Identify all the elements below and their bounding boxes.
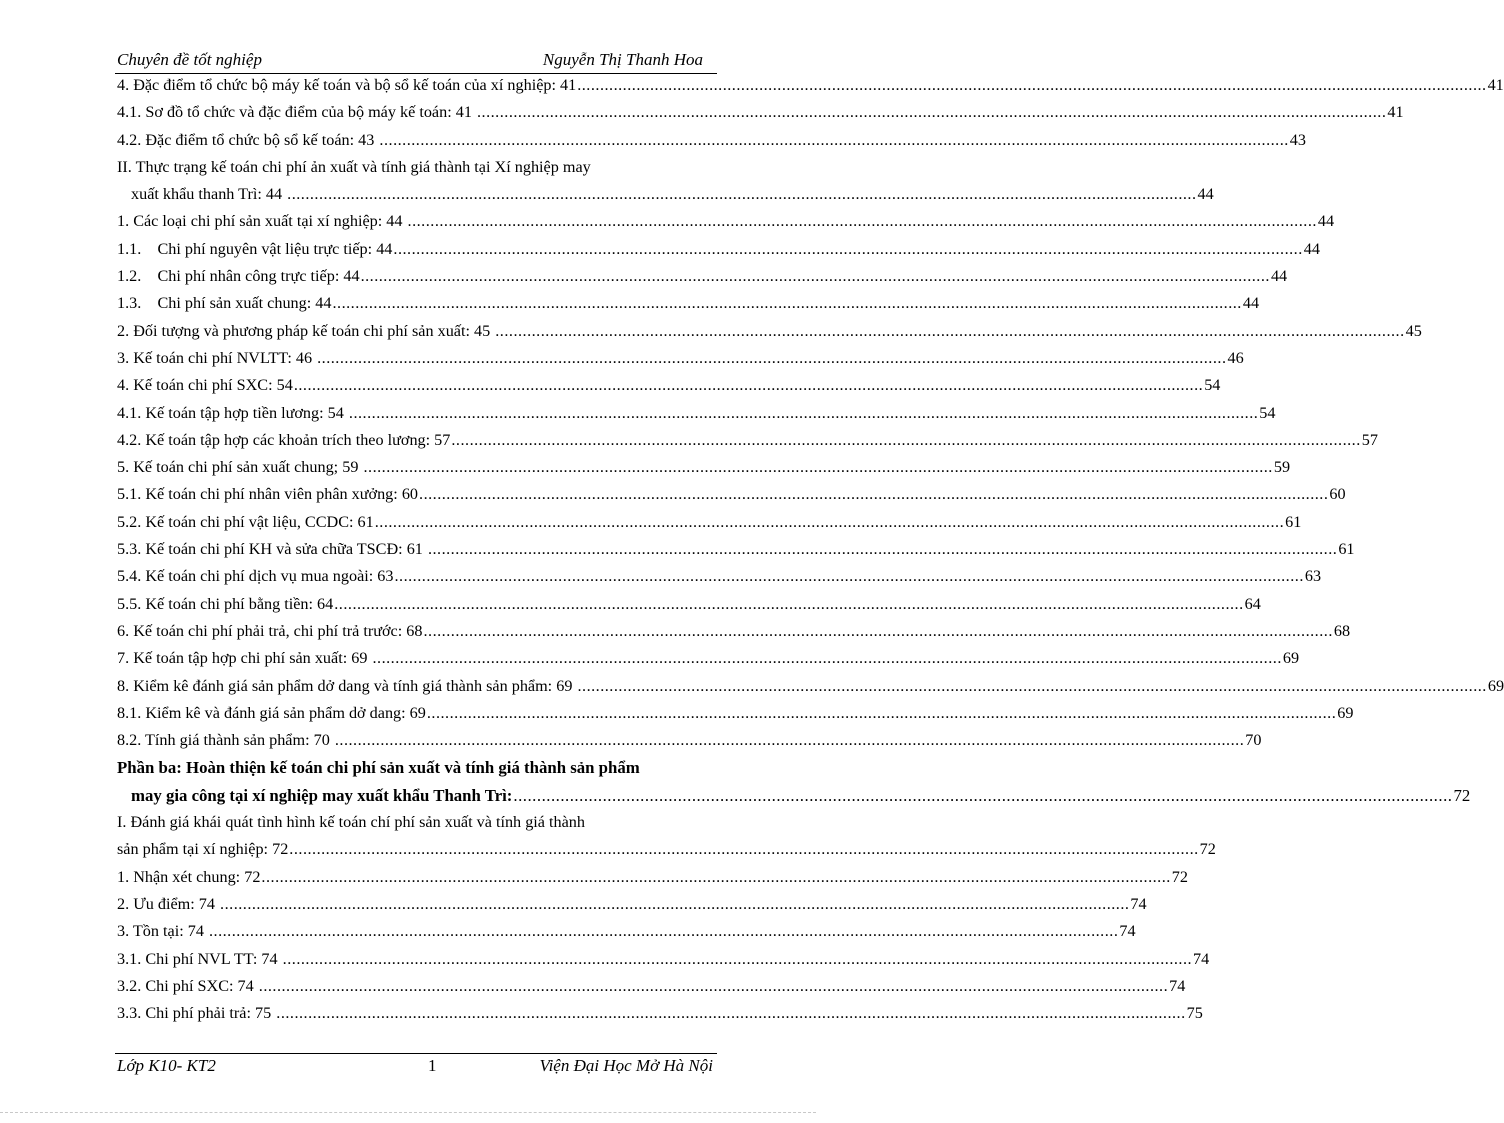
toc-entry: 3.3. Chi phí phải trả: 75 ........................................................................................................................................................................................................ 75 — [117, 1004, 1203, 1023]
page-number: 1 — [428, 1056, 437, 1075]
toc-entry: 3.1. Chi phí NVL TT: 74 ........................................................................................................................................................................................................ 74 — [117, 949, 1210, 968]
toc-entry: 1. Nhận xét chung: 72 ........................................................................................................................................................................................................ 72 — [117, 867, 1188, 886]
toc-entry: 4.2. Đặc điểm tổ chức bộ sổ kế toán: 43 ........................................................................................................................................................................................................ 43 — [117, 130, 1306, 149]
toc-entry: 1.2. Chi phí nhân công trực tiếp: 44 ........................................................................................................................................................................................................ 44 — [117, 267, 1288, 286]
toc-heading: II. Thực trạng kế toán chi phí ản xuất và tính giá thành tại Xí nghiệp may — [117, 157, 591, 176]
toc-heading: I. Đánh giá khái quát tình hình kế toán chí phí sản xuất và tính giá thành — [117, 813, 585, 832]
toc-entry: 1.1. Chi phí nguyên vật liệu trực tiếp: 44 ........................................................................................................................................................................................................ 44 — [117, 239, 1320, 258]
header-right-text: Nguyễn Thị Thanh Hoa — [542, 50, 703, 69]
toc-part-heading: may gia công tại xí nghiệp may xuất khẩu Thanh Trì: ........................................................................................................................................................................................................ 72 — [131, 785, 1471, 805]
toc-entry: 4.2. Kế toán tập hợp các khoản trích theo lương: 57 ........................................................................................................................................................................................................ 57 — [117, 430, 1378, 449]
toc-entry: 2. Ưu điểm: 74 ........................................................................................................................................................................................................ 74 — [117, 894, 1147, 913]
toc-entry: 7. Kế toán tập hợp chi phí sản xuất: 69 ........................................................................................................................................................................................................ 69 — [117, 649, 1300, 668]
toc-entry: 4. Kế toán chi phí SXC: 54 ........................................................................................................................................................................................................ 54 — [117, 376, 1221, 395]
toc-entry: sản phẩm tại xí nghiệp: 72 ........................................................................................................................................................................................................ 72 — [117, 840, 1216, 859]
footer-right-text: Viện Đại Học Mở Hà Nội — [539, 1056, 713, 1075]
toc-entry: 5.3. Kế toán chi phí KH và sửa chữa TSCĐ: 61 ........................................................................................................................................................................................................ 61 — [117, 540, 1355, 559]
toc-entry: 5.2. Kế toán chi phí vật liệu, CCDC: 61 ........................................................................................................................................................................................................ 61 — [117, 512, 1302, 531]
footer-left-text: Lớp K10- KT2 — [117, 1056, 216, 1075]
toc-entry: 3.2. Chi phí SXC: 74 ........................................................................................................................................................................................................ 74 — [117, 976, 1186, 995]
toc-entry: 8.1. Kiểm kê và đánh giá sản phẩm dở dang: 69 ........................................................................................................................................................................................................ 69 — [117, 703, 1354, 722]
toc-entry: 1. Các loại chi phí sản xuất tại xí nghiệp: 44 ........................................................................................................................................................................................................ 44 — [117, 212, 1335, 231]
toc-entry: 4. Đặc điểm tổ chức bộ máy kế toán và bộ sổ kế toán của xí nghiệp: 41 ........................................................................................................................................................................................................ 41 — [117, 76, 1504, 94]
toc-entry: 1.3. Chi phí sản xuất chung: 44 ........................................................................................................................................................................................................ 44 — [117, 294, 1260, 313]
page-footer — [117, 1056, 715, 1078]
toc-entry: 3. Tồn tại: 74 ........................................................................................................................................................................................................ 74 — [117, 922, 1136, 941]
header-left-text: Chuyên đề tốt nghiệp — [117, 50, 262, 69]
toc-entry: 5.4. Kế toán chi phí dịch vụ mua ngoài: 63 ........................................................................................................................................................................................................ 63 — [117, 567, 1322, 586]
toc-entry: 5.5. Kế toán chi phí bằng tiền: 64 ........................................................................................................................................................................................................ 64 — [117, 594, 1261, 613]
header-rule — [115, 73, 717, 74]
table-of-contents — [117, 76, 1504, 1031]
toc-entry: 8.2. Tính giá thành sản phẩm: 70 ........................................................................................................................................................................................................ 70 — [117, 731, 1262, 750]
toc-entry: 5.1. Kế toán chi phí nhân viên phân xưởng: 60 ........................................................................................................................................................................................................ 60 — [117, 485, 1346, 504]
toc-entry: 4.1. Sơ đồ tổ chức và đặc điểm của bộ máy kế toán: 41 ........................................................................................................................................................................................................ 41 — [117, 103, 1404, 122]
toc-entry: 5. Kế toán chi phí sản xuất chung; 59 ........................................................................................................................................................................................................ 59 — [117, 458, 1291, 477]
toc-entry: 3. Kế toán chi phí NVLTT: 46 ........................................................................................................................................................................................................ 46 — [117, 348, 1244, 367]
toc-entry: 6. Kế toán chi phí phải trả, chi phí trả trước: 68 ........................................................................................................................................................................................................ 68 — [117, 621, 1351, 640]
footer-rule — [115, 1053, 717, 1054]
toc-entry: 4.1. Kế toán tập hợp tiền lương: 54 ........................................................................................................................................................................................................ 54 — [117, 403, 1276, 422]
page-break-line — [0, 1112, 816, 1113]
page-header — [117, 50, 715, 72]
toc-entry: 2. Đối tượng và phương pháp kế toán chi phí sản xuất: 45 ........................................................................................................................................................................................................ 45 — [117, 321, 1422, 340]
toc-entry: xuất khẩu thanh Trì: 44 ........................................................................................................................................................................................................ 44 — [131, 185, 1214, 204]
toc-part-heading: Phần ba: Hoàn thiện kế toán chi phí sản xuất và tính giá thành sản phẩm — [117, 758, 640, 778]
toc-entry: 8. Kiểm kê đánh giá sản phẩm dở dang và tính giá thành sản phẩm: 69 ........................................................................................................................................................................................................ 69 — [117, 676, 1504, 695]
